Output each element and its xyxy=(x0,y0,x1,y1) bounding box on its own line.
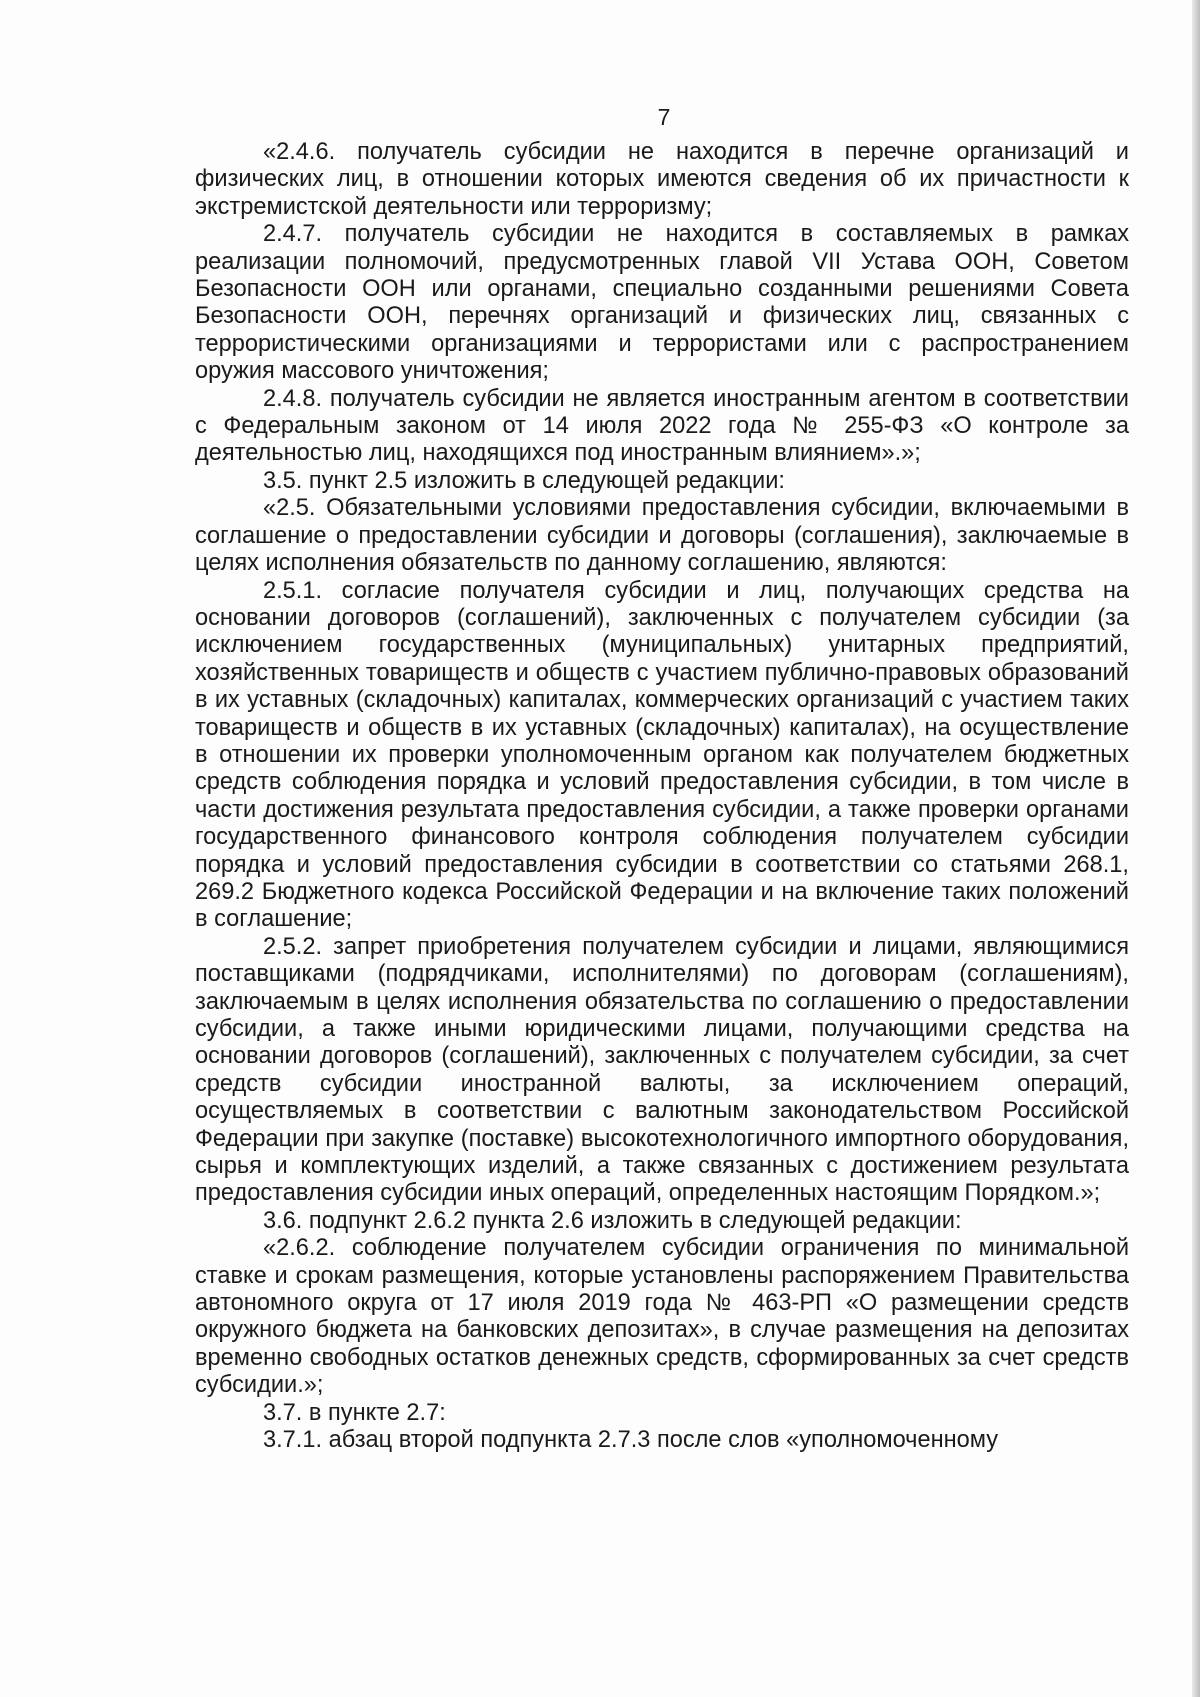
paragraph-2-6-2: «2.6.2. соблюдение получателем субсидии ограничения по минимальной ставке и срокам размещения, которые установлены распоряжением Правительства автономного округа от 17 июля 2019 года № 463-РП «О размещении средств окружного бюджета на банковских депозитах», в случае размещения на депозитах временно свободных остатков денежных средств, сформированных за счет средств субсидии.»; xyxy=(195,1235,1129,1399)
paragraph-2-4-6: «2.4.6. получатель субсидии не находится в перечне организаций и физических лиц, в отношении которых имеются сведения об их причастности к экстремистской деятельности или терроризму; xyxy=(195,139,1129,220)
paragraph-3-5: 3.5. пункт 2.5 изложить в следующей редакции: xyxy=(263,467,785,494)
page-edge-shadow xyxy=(1192,0,1200,1697)
paragraph-2-4-8: 2.4.8. получатель субсидии не является иностранным агентом в соответствии с Федеральным законом от 14 июля 2022 года № 255-ФЗ «О контроле за деятельностью лиц, находящихся под иностранным влиянием».»; xyxy=(195,385,1129,467)
paragraph-2-5: «2.5. Обязательными условиями предоставления субсидии, включаемыми в соглашение о предоставлении субсидии и договоры (соглашения), заключаемые в целях исполнения обязательств по данному соглашению, являются: xyxy=(195,495,1129,577)
paragraph-2-5-1: 2.5.1. согласие получателя субсидии и лиц, получающих средства на основании договоров (соглашений), заключенных с получателем субсидии (за исключением государственных (муниципальных) унитарных предприятий, хозяйственных товариществ и обществ с участием публично-правовых образований в их уставных (складочных) капиталах, коммерческих организаций с участием таких товариществ и обществ в их уставных (складочных) капиталах), на осуществление в отношении их проверки уполномоченным органом как получателем бюджетных средств соблюдения порядка и условий предоставления субсидии, в том числе в части достижения результата предоставления субсидии, а также проверки органами государственного финансового контроля соблюдения получателем субсидии порядка и условий предоставления субсидии в соответствии со статьями 268.1, 269.2 Бюджетного кодекса Российской Федерации и на включение таких положений в соглашение; xyxy=(195,577,1129,933)
paragraph-3-7: 3.7. в пункте 2.7: xyxy=(263,1399,446,1426)
paragraph-3-6: 3.6. подпункт 2.6.2 пункта 2.6 изложить в следующей редакции: xyxy=(263,1207,962,1234)
paragraph-2-5-2: 2.5.2. запрет приобретения получателем субсидии и лицами, являющимися поставщиками (подрядчиками, исполнителями) по договорам (соглашениям), заключаемым в целях исполнения обязательства по соглашению о предоставлении субсидии, а также иными юридическими лицами, получающими средства на основании договоров (соглашений), заключенных с получателем субсидии, за счет средств субсидии иностранной валюты, за исключением операций, осуществляемых в соответствии с валютным законодательством Российской Федерации при закупке (поставке) высокотехнологичного импортного оборудования, сырья и комплектующих изделий, а также связанных с достижением результата предоставления субсидии иных операций, определенных настоящим Порядком.»; xyxy=(195,933,1129,1207)
document-body xyxy=(195,139,1129,1455)
paragraph-3-7-1: 3.7.1. абзац второй подпункта 2.7.3 после слов «уполномоченному xyxy=(263,1427,999,1454)
paragraph-2-4-7: 2.4.7. получатель субсидии не находится в составляемых в рамках реализации полномочий, предусмотренных главой VII Устава ООН, Советом Безопасности ООН или органами, специально созданными решениями Совета Безопасности ООН, перечнях организаций и физических лиц, связанных с террористическими организациями и террористами или с распространением оружия массового уничтожения; xyxy=(195,221,1129,385)
page-number: 7 xyxy=(657,104,671,130)
